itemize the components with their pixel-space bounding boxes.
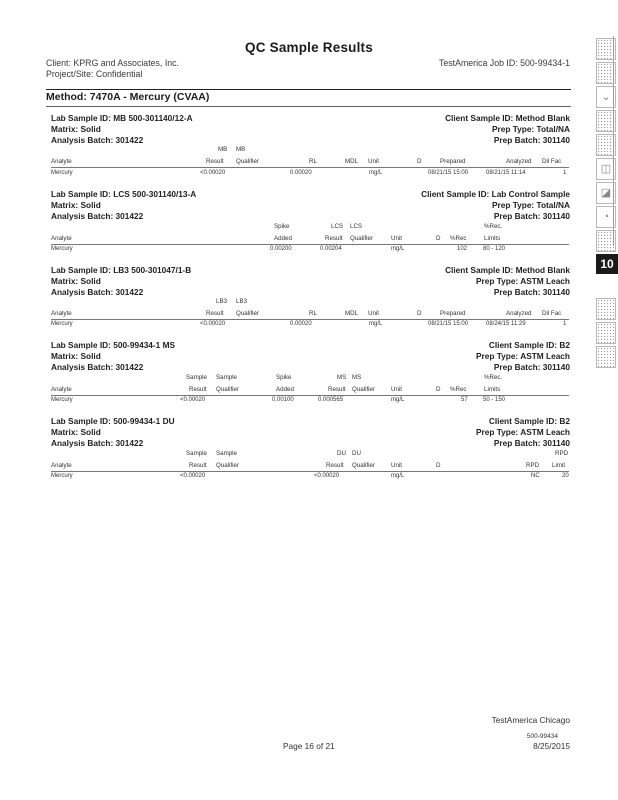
column-header: Analyte [51,462,72,469]
column-header: LCS [331,223,344,230]
column-header: Qualifier [350,235,374,242]
column-header: %Rec [450,235,467,242]
lab-sample-id: Lab Sample ID: LB3 500-301047/1-B [51,265,192,275]
column-header: MB [236,146,246,153]
method-rule [46,106,571,107]
column-header: Added [276,386,294,393]
table-cell: <0.00020 [200,321,226,327]
table-cell: 0.00020 [290,321,312,327]
column-header: Sample [216,374,237,381]
table-cell: <0.00020 [200,170,226,176]
table-cell: <0.00020 [180,473,206,479]
matrix: Matrix: Solid [51,427,101,437]
table-cell: 102 [457,246,468,252]
matrix: Matrix: Solid [51,200,101,210]
table-cell: 0.00100 [272,397,294,403]
column-header: Analyte [51,310,72,317]
table-cell: Mercury [51,170,73,176]
prep-batch: Prep Batch: 301140 [493,438,570,448]
footer-doc-ref: 500-99434 [526,733,558,740]
column-header: Analyte [51,158,72,165]
section-tab-icon[interactable] [596,298,616,320]
table-cell: mg/L [369,170,383,176]
column-header: %Rec. [484,223,503,230]
analysis-batch: Analysis Batch: 301422 [51,135,144,145]
table-cell: 20 [562,473,569,479]
table-cell: 0.00020 [290,170,312,176]
column-header: RL [309,310,317,317]
column-header: Result [328,386,346,393]
table-cell: 0.00204 [320,246,342,252]
column-header: Added [274,235,292,242]
column-header: DU [352,450,361,457]
table-cell: Mercury [51,473,73,479]
section-tab-icon[interactable] [596,134,616,156]
matrix: Matrix: Solid [51,124,101,134]
column-header: Result [206,310,224,317]
column-header: Dil Fac [542,310,562,317]
section-tab-icon[interactable]: ◫ [596,158,616,180]
column-header: Analyte [51,235,72,242]
prep-type: Prep Type: ASTM Leach [475,427,570,437]
section-tab-active[interactable]: 10 [596,254,618,274]
column-header: Prepared [440,310,466,317]
column-header: Prepared [440,158,466,165]
column-header: Qualifier [236,310,260,317]
column-header: RL [309,158,317,165]
column-header: Unit [368,310,380,317]
footer-page: Page 16 of 21 [283,741,335,751]
table-cell: 1 [563,170,567,176]
section-tab-icon[interactable] [596,230,616,252]
column-header: %Rec [450,386,467,393]
column-header: Unit [391,386,403,393]
table-cell: <0.00020 [180,397,206,403]
prep-type: Prep Type: Total/NA [491,200,570,210]
table-cell: 08/21/15 15:00 [428,170,469,176]
lab-sample-id: Lab Sample ID: 500-99434-1 DU [51,416,175,426]
column-header: LB3 [216,298,228,305]
table-cell: 57 [461,397,468,403]
column-header: D [417,310,422,317]
column-header: Limits [484,386,501,393]
column-header: Spike [274,223,290,230]
table-cell: Mercury [51,246,73,252]
matrix: Matrix: Solid [51,351,101,361]
table-rule [51,471,569,472]
section-tab-icon[interactable]: ⌄ [596,86,616,108]
column-header: Result [189,462,207,469]
column-header: RPD [526,462,540,469]
column-header: Unit [368,158,380,165]
column-header: Sample [186,450,207,457]
column-header: Analyte [51,386,72,393]
section-tab-icon[interactable] [596,322,616,344]
analysis-batch: Analysis Batch: 301422 [51,287,144,297]
column-header: Qualifier [352,386,376,393]
section-tabs [570,36,618,376]
column-header: D [436,386,441,393]
column-header: Dil Fac [542,158,562,165]
column-header: Result [325,235,343,242]
column-header: DU [337,450,346,457]
column-header: RPD [555,450,569,457]
section-tab-icon[interactable] [596,38,616,60]
section-tab-icon[interactable] [596,346,616,368]
column-header: Unit [391,235,403,242]
column-header: MDL [345,158,359,165]
table-cell: Mercury [51,321,73,327]
table-rule [51,244,569,245]
section-tab-icon[interactable]: ◔ [596,206,616,228]
lab-sample-id: Lab Sample ID: LCS 500-301140/13-A [51,189,197,199]
column-header: LB3 [236,298,248,305]
lab-sample-id: Lab Sample ID: 500-99434-1 MS [51,340,176,350]
matrix: Matrix: Solid [51,276,101,286]
table-cell: Mercury [51,397,73,403]
column-header: Analyzed [506,158,532,165]
column-header: MS [337,374,347,381]
client-name: Client: KPRG and Associates, Inc. [46,58,179,68]
prep-batch: Prep Batch: 301140 [493,135,570,145]
table-cell: 08/21/15 11:14 [486,170,526,176]
client-sample-id: Client Sample ID: Method Blank [445,113,570,123]
table-cell: 0.000565 [318,397,344,403]
prep-type: Prep Type: Total/NA [491,124,570,134]
table-cell: mg/L [391,473,405,479]
column-header: Qualifier [352,462,376,469]
prep-batch: Prep Batch: 301140 [493,211,570,221]
column-header: MDL [345,310,359,317]
column-header: Result [206,158,224,165]
column-header: MS [352,374,362,381]
header-rule [46,89,571,90]
analysis-batch: Analysis Batch: 301422 [51,362,144,372]
column-header: Result [326,462,344,469]
column-header: LCS [350,223,363,230]
footer-lab: TestAmerica Chicago [491,715,570,725]
column-header: D [436,462,441,469]
table-cell: 80 - 120 [483,246,506,252]
table-cell: mg/L [369,321,383,327]
lab-sample-id: Lab Sample ID: MB 500-301140/12-A [51,113,193,123]
report-title: QC Sample Results [245,40,373,55]
column-header: D [436,235,441,242]
table-rule [51,167,569,168]
table-cell: 0.00200 [270,246,292,252]
client-sample-id: Client Sample ID: Method Blank [445,265,570,275]
column-header: Qualifier [216,462,240,469]
client-sample-id: Client Sample ID: Lab Control Sample [421,189,570,199]
section-tab-icon[interactable] [596,62,616,84]
column-header: Qualifier [216,386,240,393]
project-site: Project/Site: Confidential [46,69,143,79]
table-rule [51,395,569,396]
section-tab-icon[interactable] [596,110,616,132]
prep-batch: Prep Batch: 301140 [493,287,570,297]
column-header: Result [189,386,207,393]
column-header: Analyzed [506,310,532,317]
column-header: Qualifier [236,158,260,165]
analysis-batch: Analysis Batch: 301422 [51,211,144,221]
column-header: Sample [216,450,237,457]
table-cell: mg/L [391,397,405,403]
table-cell: 50 - 150 [483,397,506,403]
client-sample-id: Client Sample ID: B2 [488,416,570,426]
table-cell: mg/L [391,246,405,252]
column-header: Limits [484,235,501,242]
column-header: D [417,158,422,165]
table-cell: 08/21/15 15:00 [428,321,469,327]
prep-type: Prep Type: ASTM Leach [475,276,570,286]
column-header: Spike [276,374,292,381]
table-rule [51,319,569,320]
column-header: Unit [391,462,403,469]
column-header: Limit [552,462,566,469]
table-cell: NC [531,473,540,479]
table-cell: <0.00020 [314,473,340,479]
column-header: MB [218,146,228,153]
section-tab-icon[interactable]: ◪ [596,182,616,204]
footer-date: 8/25/2015 [533,741,570,751]
column-header: Sample [186,374,207,381]
analysis-batch: Analysis Batch: 301422 [51,438,144,448]
client-sample-id: Client Sample ID: B2 [488,340,570,350]
prep-batch: Prep Batch: 301140 [493,362,570,372]
method-title: Method: 7470A - Mercury (CVAA) [46,91,210,103]
job-id: TestAmerica Job ID: 500-99434-1 [438,58,570,68]
table-cell: 08/24/15 11:29 [486,321,526,327]
table-cell: 1 [563,321,567,327]
prep-type: Prep Type: ASTM Leach [475,351,570,361]
column-header: %Rec. [484,374,503,381]
